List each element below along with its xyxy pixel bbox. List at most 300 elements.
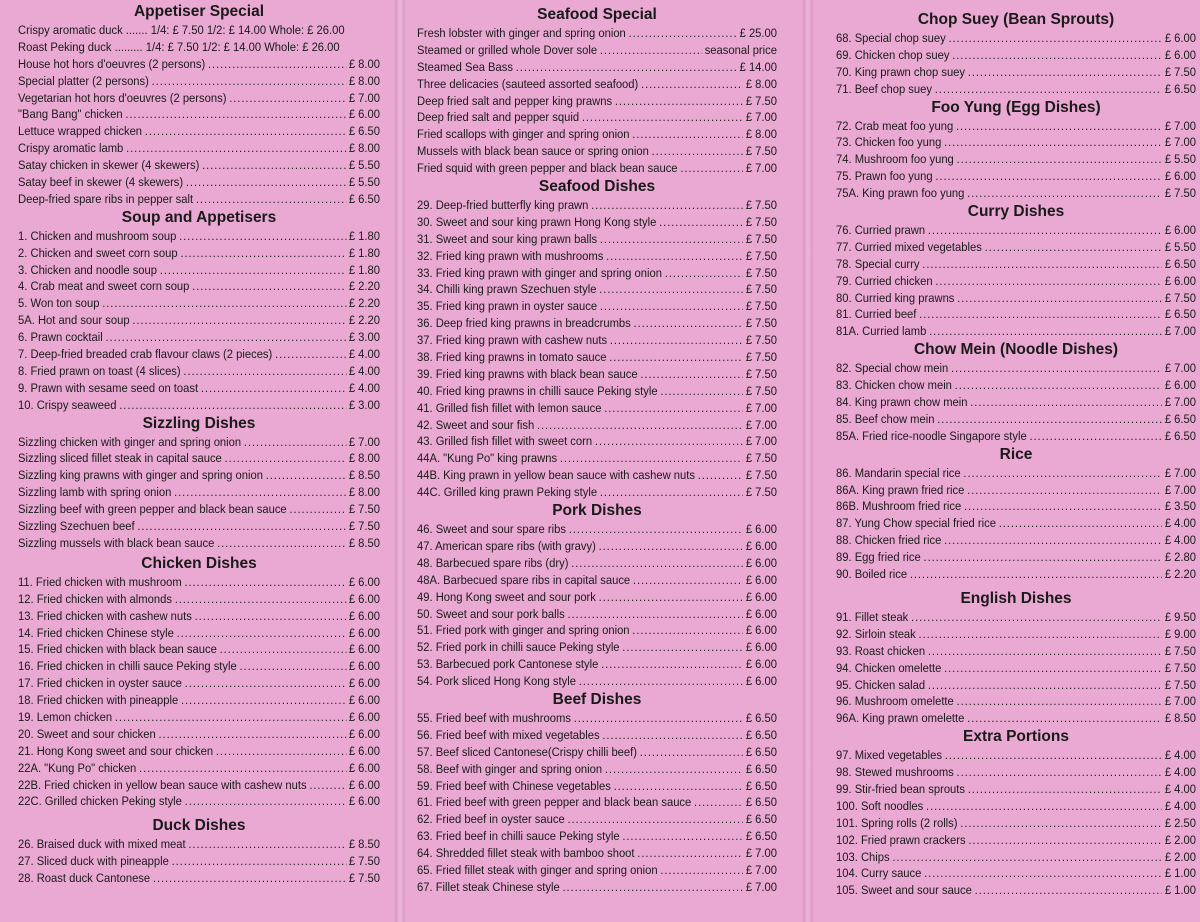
menu-item: [836, 882, 1196, 899]
menu-item-price: £ 6.00: [348, 659, 381, 674]
menu-item-name: 67. Fillet steak Chinese style: [417, 879, 560, 894]
menu-item: [18, 675, 380, 692]
menu-item-name: 19. Lemon chicken: [18, 709, 113, 724]
dot-leader: [968, 832, 1162, 849]
menu-item-price: £ 6.50: [745, 795, 778, 810]
menu-item-name: 38. Fried king prawns in tomato sauce: [417, 350, 607, 365]
menu-item: [18, 853, 380, 870]
menu-item: [417, 143, 777, 160]
dot-leader: [571, 555, 743, 572]
menu-item-name: Satay beef in skewer (4 skewers): [18, 175, 184, 190]
dot-leader: [139, 760, 346, 777]
dot-leader: [935, 168, 1162, 185]
menu-item-name: Fresh lobster with ginger and spring onion: [417, 26, 626, 40]
menu-item-price: £ 7.50: [745, 451, 778, 466]
menu-item-price: £ 5.50: [348, 175, 381, 190]
menu-item-price: £ 6.00: [348, 743, 381, 758]
menu-item: [18, 39, 380, 56]
menu-item-price: £ 7.50: [348, 854, 381, 869]
dot-leader: [680, 160, 743, 177]
menu-item-price: £ 2.00: [1164, 832, 1197, 847]
menu-item-price: £ 7.50: [1164, 660, 1197, 675]
dot-leader: [968, 781, 1162, 798]
menu-item-name: 95. Chicken salad: [836, 677, 926, 692]
dot-leader: [174, 484, 346, 501]
menu-item-name: 39. Fried king prawns with black bean sauce: [417, 366, 638, 381]
menu-item-price: £ 3.50: [1164, 499, 1197, 514]
dot-leader: [600, 484, 743, 501]
dot-leader: [604, 400, 743, 417]
menu-item-price: £ 6.50: [1164, 428, 1197, 443]
dot-leader: [999, 515, 1162, 532]
dot-leader: [615, 93, 743, 110]
menu-item-name: 33. Fried king prawn with ginger and spring onion: [417, 265, 662, 280]
menu-item-name: Sizzling king prawns with ginger and spring onion: [18, 468, 263, 483]
menu-item-price: £ 7.50: [745, 468, 778, 483]
menu-item-name: 15. Fried chicken with black bean sauce: [18, 642, 217, 657]
menu-item-name: 71. Beef chop suey: [836, 81, 932, 96]
dot-leader: [610, 332, 743, 349]
menu-item-price: £ 6.50: [348, 191, 381, 206]
menu-item-name: 77. Curried mixed vegetables: [836, 239, 982, 254]
dot-leader: [919, 626, 1163, 643]
dot-leader: [944, 134, 1162, 151]
menu-item-name: Vegetarian hot hors d'oeuvres (2 persons): [18, 90, 227, 105]
menu-item: [417, 160, 777, 177]
dot-leader: [220, 641, 346, 658]
menu-item-price: £ 8.00: [348, 451, 381, 466]
menu-item: [18, 312, 380, 329]
dot-leader: [957, 693, 1163, 710]
menu-item-price: £ 2.20: [348, 313, 381, 328]
menu-item-price: £ 7.00: [745, 862, 778, 877]
menu-item-price: £ 1.80: [348, 228, 381, 243]
menu-item: [18, 574, 380, 591]
menu-item-price: £ 8.00: [745, 76, 778, 91]
menu-item-name: Deep-fried spare ribs in pepper salt: [18, 191, 194, 206]
menu-item-price: £ 6.50: [348, 124, 381, 139]
menu-item-price: £ 8.00: [745, 127, 778, 142]
menu-item-name: House hot hors d'oeuvres (2 persons): [18, 56, 206, 71]
dot-leader: [567, 606, 743, 623]
menu-item: [836, 151, 1196, 168]
menu-column-2: [417, 0, 777, 896]
menu-item-price: £ 6.00: [1164, 223, 1197, 238]
menu-item-name: 16. Fried chicken in chilli sauce Peking style: [18, 659, 237, 674]
menu-item: [836, 677, 1196, 694]
menu-item: [417, 197, 777, 214]
page-fold-left: [395, 0, 405, 922]
dot-leader: [188, 836, 346, 853]
dot-leader: [960, 815, 1162, 832]
dot-leader: [569, 521, 743, 538]
dot-leader: [201, 380, 346, 397]
menu-item-name: 72. Crab meat foo yung: [836, 118, 954, 133]
menu-item: [18, 450, 380, 467]
menu-item-name: 62. Fried beef in oyster sauce: [417, 812, 565, 827]
menu-item-name: 84. King prawn chow mein: [836, 395, 968, 410]
menu-item-name: 44B. King prawn in yellow bean sauce with cashew nuts: [417, 468, 695, 483]
menu-item-name: 91. Fillet steak: [836, 609, 909, 624]
menu-column-1: [18, 0, 380, 887]
dot-leader: [119, 397, 346, 414]
menu-item-price: £ 7.00: [745, 400, 778, 415]
dot-leader: [601, 656, 743, 673]
section-heading: Duck Dishes: [152, 817, 246, 835]
menu-item-price: £ 8.00: [348, 141, 381, 156]
menu-item: [18, 123, 380, 140]
dot-leader: [153, 870, 346, 887]
menu-item: [18, 484, 380, 501]
dot-leader: [192, 278, 346, 295]
menu-item-name: 10. Crispy seaweed: [18, 397, 117, 412]
menu-item-price: £ 4.00: [1164, 533, 1197, 548]
menu-item-name: 6. Prawn cocktail: [18, 330, 103, 345]
menu-item-price: £ 7.00: [1164, 694, 1197, 709]
menu-item-price: £ 5.50: [1164, 152, 1197, 167]
dot-leader: [185, 793, 346, 810]
dot-leader: [640, 744, 743, 761]
menu-item: [417, 248, 777, 265]
menu-item-name: 46. Sweet and sour spare ribs: [417, 522, 566, 537]
menu-item-price: £ 2.20: [348, 279, 381, 294]
menu-item: [836, 515, 1196, 532]
menu-item: [836, 626, 1196, 643]
dot-leader: [186, 174, 346, 191]
dot-leader: [967, 185, 1162, 202]
menu-item: [18, 743, 380, 760]
menu-item-price: £ 7.00: [745, 110, 778, 125]
menu-item-price: £ 6.00: [1164, 47, 1197, 62]
menu-item-price: £ 8.50: [348, 468, 381, 483]
dot-leader: [637, 845, 743, 862]
menu-item: [836, 609, 1196, 626]
dot-leader: [600, 231, 743, 248]
menu-item: [417, 761, 777, 778]
menu-item-price: £ 6.00: [348, 726, 381, 741]
dot-leader: [919, 306, 1162, 323]
menu-item-price: £ 7.50: [1164, 643, 1197, 658]
menu-item-price: £ 4.00: [348, 347, 381, 362]
menu-item-price: £ 7.00: [745, 161, 778, 176]
menu-item-price: £ 6.00: [745, 522, 778, 537]
menu-item-price: £ 4.00: [1164, 516, 1197, 531]
section-heading: Pork Dishes: [552, 502, 642, 520]
dot-leader: [952, 47, 1162, 64]
dot-leader: [537, 417, 743, 434]
menu-item: [18, 363, 380, 380]
menu-item-price: £ 7.50: [745, 93, 778, 108]
menu-item: [18, 760, 380, 777]
menu-item-price: £ 4.00: [348, 363, 381, 378]
menu-item-price: £ 6.50: [745, 744, 778, 759]
dot-leader: [622, 828, 743, 845]
menu-item-price: £ 7.00: [745, 417, 778, 432]
menu-item: [417, 126, 777, 143]
dot-leader: [641, 76, 743, 93]
dot-leader: [202, 157, 346, 174]
menu-item-price: £ 2.00: [1164, 849, 1197, 864]
menu-item-price: £ 6.00: [348, 574, 381, 589]
dot-leader: [177, 625, 346, 642]
dot-leader: [955, 377, 1162, 394]
dot-leader: [622, 639, 743, 656]
menu-item: [836, 64, 1196, 81]
menu-item-price: £ 2.80: [1164, 550, 1197, 565]
menu-section: [18, 816, 380, 887]
menu-item: [18, 73, 380, 90]
menu-item: [18, 245, 380, 262]
menu-item: [417, 845, 777, 862]
menu-item-name: 73. Chicken foo yung: [836, 135, 942, 150]
menu-item-name: 75A. King prawn foo yung: [836, 186, 965, 201]
menu-item-name: 86B. Mushroom fried rice: [836, 499, 962, 514]
dot-leader: [208, 56, 346, 73]
dot-leader: [599, 538, 743, 555]
menu-section: [836, 589, 1196, 727]
menu-item: [417, 281, 777, 298]
dot-leader: [175, 591, 346, 608]
menu-item: [18, 191, 380, 208]
menu-item: [417, 778, 777, 795]
dot-leader: [698, 467, 743, 484]
menu-item-name: Crispy aromatic duck ....... 1/4: £ 7.50 1/2: £ 14.00 Whole: £ 26.00: [18, 23, 345, 37]
menu-item-price: £ 7.50: [745, 214, 778, 229]
menu-item-price: £ 7.50: [745, 144, 778, 159]
menu-item: [836, 134, 1196, 151]
menu-item-name: 44C. Grilled king prawn Peking style: [417, 485, 598, 500]
menu-item: [417, 656, 777, 673]
dot-leader: [926, 798, 1162, 815]
menu-item-price: £ 6.00: [745, 606, 778, 621]
menu-item-price: £ 6.00: [745, 572, 778, 587]
menu-item-name: 12. Fried chicken with almonds: [18, 591, 172, 606]
menu-item-price: £ 6.00: [348, 591, 381, 606]
dot-leader: [562, 879, 743, 896]
menu-item: [836, 747, 1196, 764]
menu-item: [836, 428, 1196, 445]
menu-item-price: £ 7.50: [745, 366, 778, 381]
menu-section: [18, 554, 380, 810]
menu-item-price: £ 1.80: [348, 245, 381, 260]
menu-item-price: £ 6.00: [1164, 378, 1197, 393]
dot-leader: [963, 465, 1162, 482]
dot-leader: [599, 589, 743, 606]
menu-item-name: 86A. King prawn fried rice: [836, 482, 965, 497]
menu-item-name: 96A. King prawn omelette: [836, 711, 965, 726]
menu-item: [18, 140, 380, 157]
menu-item-name: 27. Sliced duck with pineapple: [18, 854, 169, 869]
menu-item-price: £ 3.00: [348, 397, 381, 412]
dot-leader: [240, 658, 347, 675]
dot-leader: [137, 518, 346, 535]
menu-item: [18, 157, 380, 174]
menu-item-price: £ 6.00: [348, 625, 381, 640]
menu-item-price: £ 7.50: [1164, 290, 1197, 305]
menu-item-name: Sizzling lamb with spring onion: [18, 485, 172, 500]
menu-item-price: £ 4.00: [1164, 765, 1197, 780]
menu-item-name: 47. American spare ribs (with gravy): [417, 538, 596, 553]
dot-leader: [922, 256, 1162, 273]
menu-item-name: 100. Soft noodles: [836, 798, 924, 813]
menu-item-name: 85. Beef chow mein: [836, 411, 935, 426]
menu-item: [18, 709, 380, 726]
menu-section: [417, 690, 777, 896]
menu-item: [18, 228, 380, 245]
menu-item: [836, 273, 1196, 290]
menu-item-price: £ 4.00: [1164, 781, 1197, 796]
menu-item-price: £ 7.50: [745, 198, 778, 213]
menu-section: [836, 340, 1196, 444]
menu-item-name: 78. Special curry: [836, 256, 920, 271]
dot-leader: [602, 727, 743, 744]
dot-leader: [632, 126, 743, 143]
dot-leader: [964, 498, 1162, 515]
menu-item-name: Roast Peking duck ......... 1/4: £ 7.50 1/2: £ 14.00 Whole: £ 26.00: [18, 39, 340, 54]
menu-item-name: 50. Sweet and sour pork balls: [417, 606, 565, 621]
menu-item-name: "Bang Bang" chicken: [18, 107, 123, 122]
menu-item-name: 74. Mushroom foo yung: [836, 152, 954, 167]
menu-item: [417, 710, 777, 727]
menu-item-price: £ 6.00: [745, 555, 778, 570]
menu-item-name: 28. Roast duck Cantonese: [18, 871, 151, 886]
dot-leader: [216, 743, 346, 760]
menu-item-name: 76. Curried prawn: [836, 223, 926, 238]
menu-item-name: 1. Chicken and mushroom soup: [18, 228, 177, 243]
menu-item: [18, 793, 380, 810]
menu-item-name: Sizzling Szechuen beef: [18, 519, 135, 534]
menu-item-name: 80. Curried king prawns: [836, 290, 955, 305]
menu-item: [836, 865, 1196, 882]
menu-item-name: 18. Fried chicken with pineapple: [18, 693, 179, 708]
dot-leader: [126, 140, 346, 157]
dot-leader: [244, 434, 346, 451]
dot-leader: [928, 643, 1162, 660]
menu-item-price: £ 1.00: [1164, 883, 1197, 898]
dot-leader: [145, 123, 346, 140]
menu-item-price: £ 7.00: [1164, 118, 1197, 133]
menu-item-price: £ 7.50: [348, 502, 381, 517]
menu-item-name: 9. Prawn with sesame seed on toast: [18, 380, 199, 395]
menu-item-name: Sizzling sliced fillet steak in capital sauce: [18, 451, 222, 466]
menu-item: [18, 329, 380, 346]
menu-item-name: 31. Sweet and sour king prawn balls: [417, 231, 598, 246]
dot-leader: [660, 862, 743, 879]
menu-item-name: 98. Stewed mushrooms: [836, 765, 954, 780]
dot-leader: [160, 262, 346, 279]
menu-item: [18, 836, 380, 853]
menu-item: [836, 643, 1196, 660]
menu-item-price: £ 7.00: [1164, 395, 1197, 410]
dot-leader: [595, 433, 743, 450]
menu-item-price: £ 7.50: [745, 316, 778, 331]
menu-item-price: £ 6.00: [745, 657, 778, 672]
menu-item-name: 75. Prawn foo yung: [836, 169, 933, 184]
menu-item: [417, 555, 777, 572]
menu-item: [417, 572, 777, 589]
dot-leader: [629, 25, 737, 42]
menu-item-name: 69. Chicken chop suey: [836, 47, 950, 62]
dot-leader: [944, 660, 1162, 677]
dot-leader: [196, 191, 346, 208]
menu-item-name: 105. Sweet and sour sauce: [836, 883, 972, 898]
menu-item-name: 21. Hong Kong sweet and sour chicken: [18, 743, 214, 758]
dot-leader: [957, 764, 1163, 781]
menu-item: [417, 59, 777, 76]
menu-item: [417, 298, 777, 315]
dot-leader: [180, 245, 346, 262]
menu-item: [836, 465, 1196, 482]
menu-item-name: 49. Hong Kong sweet and sour pork: [417, 589, 596, 604]
menu-item: [836, 290, 1196, 307]
menu-item: [417, 231, 777, 248]
menu-item: [18, 174, 380, 191]
dot-leader: [956, 118, 1162, 135]
menu-item-price: £ 14.00: [739, 59, 778, 74]
menu-item-name: 79. Curried chicken: [836, 273, 933, 288]
menu-item-price: £ 6.00: [745, 640, 778, 655]
menu-item-name: 101. Spring rolls (2 rolls): [836, 815, 958, 830]
menu-item-name: 13. Fried chicken with cashew nuts: [18, 608, 192, 623]
dot-leader: [591, 197, 743, 214]
menu-item-name: 65. Fried fillet steak with ginger and spring onion: [417, 862, 658, 877]
dot-leader: [944, 532, 1162, 549]
menu-item-price: £ 5.50: [348, 158, 381, 173]
dot-leader: [694, 794, 743, 811]
menu-item-name: 53. Barbecued pork Cantonese style: [417, 657, 599, 672]
menu-item: [836, 30, 1196, 47]
menu-item: [417, 589, 777, 606]
menu-item: [417, 214, 777, 231]
menu-item: [417, 265, 777, 282]
section-heading: Chop Suey (Bean Sprouts): [917, 11, 1115, 28]
menu-item-price: £ 7.50: [745, 231, 778, 246]
section-heading: Seafood Dishes: [538, 178, 656, 196]
menu-section: [417, 501, 777, 690]
menu-item-price: £ 6.00: [348, 709, 381, 724]
menu-item: [417, 349, 777, 366]
menu-item: [417, 109, 777, 126]
menu-item-name: Steamed or grilled whole Dover sole: [417, 42, 598, 57]
dot-leader: [516, 59, 737, 76]
dot-leader: [567, 811, 743, 828]
menu-item-name: 82. Special chow mein: [836, 361, 949, 376]
menu-item: [18, 295, 380, 312]
menu-item-price: £ 6.00: [348, 608, 381, 623]
menu-item: [836, 81, 1196, 98]
menu-item-name: 63. Fried beef in chilli sauce Peking style: [417, 829, 620, 844]
menu-item: [417, 332, 777, 349]
dot-leader: [102, 295, 346, 312]
menu-item: [18, 518, 380, 535]
menu-item: [836, 168, 1196, 185]
menu-item: [18, 467, 380, 484]
menu-item: [417, 828, 777, 845]
menu-item-price: £ 7.50: [1164, 677, 1197, 692]
menu-item: [836, 764, 1196, 781]
dot-leader: [937, 411, 1162, 428]
menu-item-name: Three delicacies (sauteed assorted seafood): [417, 76, 639, 91]
menu-item-price: £ 6.00: [348, 794, 381, 809]
menu-item-price: £ 7.00: [745, 434, 778, 449]
menu-item-name: Special platter (2 persons): [18, 73, 149, 88]
section-heading: Extra Portions: [963, 728, 1069, 746]
menu-item-name: 59. Fried beef with Chinese vegetables: [417, 778, 611, 793]
dot-leader: [229, 90, 346, 107]
menu-item-price: £ 6.00: [348, 107, 381, 122]
menu-item-price: £ 7.00: [1164, 135, 1197, 150]
dot-leader: [924, 549, 1163, 566]
